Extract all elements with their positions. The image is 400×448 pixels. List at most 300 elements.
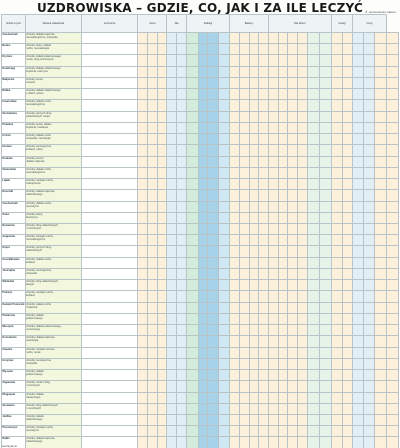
table-cell <box>288 77 298 88</box>
indication-line: choroby narządu ruchu, <box>26 426 54 430</box>
table-cell <box>374 111 386 122</box>
table-cell <box>186 212 198 223</box>
table-cell <box>167 145 177 156</box>
table-cell <box>278 77 288 88</box>
table-cell <box>208 313 219 324</box>
table-cell <box>364 190 375 201</box>
table-cell <box>186 100 198 111</box>
table-cell <box>353 156 364 167</box>
table-cell <box>186 291 198 302</box>
table-cell <box>230 336 240 347</box>
table-cell <box>186 33 198 44</box>
table-cell <box>307 358 319 369</box>
table-cell <box>288 33 298 44</box>
table-cell <box>278 89 288 100</box>
table-cell <box>331 392 342 403</box>
table-cell <box>259 291 269 302</box>
indication-line: i moczowych <box>26 406 42 410</box>
spa-indications <box>25 122 81 133</box>
table-cell <box>82 89 138 100</box>
table-row <box>2 179 399 190</box>
indication-line: ruchu, nerek <box>26 350 41 354</box>
table-cell <box>198 437 208 448</box>
table-cell <box>353 437 364 448</box>
table-cell <box>374 268 386 279</box>
table-cell <box>138 437 148 448</box>
table-cell <box>230 100 240 111</box>
table-cell <box>331 201 342 212</box>
header-notes: Uwagi <box>331 15 353 33</box>
indication-line: choroby układu <box>26 392 44 396</box>
table-cell <box>298 370 308 381</box>
table-cell <box>269 33 279 44</box>
table-cell <box>177 246 187 257</box>
table-cell <box>208 179 219 190</box>
table-cell <box>269 370 279 381</box>
table-cell <box>147 44 157 55</box>
table-cell <box>386 167 398 178</box>
table-cell <box>319 134 331 145</box>
indication-line: układu krążenia <box>26 159 45 163</box>
table-cell <box>307 426 319 437</box>
table-cell <box>186 156 198 167</box>
table-cell <box>138 156 148 167</box>
table-cell <box>319 77 331 88</box>
table-cell <box>288 302 298 313</box>
table-cell <box>147 246 157 257</box>
table-row <box>2 156 399 167</box>
table-cell <box>386 122 398 133</box>
table-row <box>2 223 399 234</box>
table-cell <box>278 370 288 381</box>
table-cell <box>374 55 386 66</box>
table-row <box>2 358 399 369</box>
table-cell <box>278 257 288 268</box>
table-cell <box>298 392 308 403</box>
table-cell <box>167 246 177 257</box>
source-note: Ź: opracowanie własne <box>365 10 396 14</box>
table-cell <box>82 347 138 358</box>
table-cell <box>82 55 138 66</box>
table-cell <box>307 156 319 167</box>
table-cell <box>288 370 298 381</box>
indication-line: choroby narządu ruchu, <box>26 235 54 239</box>
table-cell <box>249 89 259 100</box>
table-cell <box>147 392 157 403</box>
indication-line: choroby dróg oddechowych <box>26 403 58 407</box>
table-cell <box>353 55 364 66</box>
table-cell <box>353 111 364 122</box>
table-cell <box>278 437 288 448</box>
table-cell <box>298 437 308 448</box>
table-cell <box>331 111 342 122</box>
table-cell <box>259 437 269 448</box>
table-cell <box>198 44 208 55</box>
table-cell <box>82 280 138 291</box>
spa-name: Muszyna <box>2 325 26 336</box>
table-cell <box>230 134 240 145</box>
table-cell <box>364 302 375 313</box>
table-cell <box>374 156 386 167</box>
table-cell <box>198 313 208 324</box>
table-cell <box>278 280 288 291</box>
table-cell <box>198 156 208 167</box>
table-cell <box>239 347 249 358</box>
indication-line: choroby reumatyczne, <box>26 145 52 149</box>
table-cell <box>364 336 375 347</box>
table-cell <box>230 122 240 133</box>
spa-indications <box>25 336 81 347</box>
table-cell <box>208 201 219 212</box>
table-cell <box>138 179 148 190</box>
table-cell <box>157 414 167 425</box>
table-cell <box>386 336 398 347</box>
header-children: Dla dzieci <box>269 15 332 33</box>
table-cell <box>331 302 342 313</box>
table-cell <box>374 122 386 133</box>
table-cell <box>138 280 148 291</box>
table-cell <box>198 302 208 313</box>
table-cell <box>239 66 249 77</box>
table-cell <box>138 257 148 268</box>
table-cell <box>239 134 249 145</box>
indication-line: choroby reumatyczne, <box>26 358 52 362</box>
table-cell <box>364 55 375 66</box>
table-cell <box>259 55 269 66</box>
table-cell <box>307 190 319 201</box>
spa-name: Długopole <box>2 392 26 403</box>
spa-name: Horyniec <box>2 358 26 369</box>
table-cell <box>198 246 208 257</box>
table-cell <box>249 291 259 302</box>
table-cell <box>353 235 364 246</box>
table-cell <box>269 134 279 145</box>
table-cell <box>82 370 138 381</box>
table-row <box>2 145 399 156</box>
indication-line: kobiece <box>26 294 36 298</box>
table-cell <box>230 358 240 369</box>
table-cell <box>342 33 353 44</box>
indication-line: choroby skóry, <box>26 212 43 216</box>
spa-name: Szczawno <box>2 403 26 414</box>
table-cell <box>198 235 208 246</box>
table-cell <box>298 403 308 414</box>
table-cell <box>353 145 364 156</box>
table-cell <box>364 403 375 414</box>
table-cell <box>288 167 298 178</box>
spa-name: Solec <box>2 212 26 223</box>
header-procedures: Zabiegi <box>186 15 229 33</box>
table-cell <box>186 179 198 190</box>
table-cell <box>239 212 249 223</box>
table-cell <box>364 223 375 234</box>
table-cell <box>186 235 198 246</box>
table-cell <box>230 77 240 88</box>
table-cell <box>259 336 269 347</box>
table-cell <box>307 392 319 403</box>
header-indications: Główne wskazania <box>25 15 81 33</box>
table-cell <box>230 201 240 212</box>
table-cell <box>288 313 298 324</box>
table-cell <box>208 235 219 246</box>
table-cell <box>331 325 342 336</box>
table-cell <box>219 66 230 77</box>
table-cell <box>138 77 148 88</box>
table-cell <box>219 100 230 111</box>
table-cell <box>278 291 288 302</box>
indication-line: ortopedia, neurologia <box>26 137 51 141</box>
table-cell <box>249 111 259 122</box>
table-cell <box>288 212 298 223</box>
table-cell <box>386 302 398 313</box>
table-cell <box>186 201 198 212</box>
table-cell <box>157 246 167 257</box>
table-cell <box>353 44 364 55</box>
table-cell <box>208 257 219 268</box>
indication-line: choroby układu <box>26 370 44 374</box>
table-cell <box>307 370 319 381</box>
table-cell <box>386 201 398 212</box>
table-cell <box>288 179 298 190</box>
table-cell <box>186 437 198 448</box>
table-row <box>2 66 399 77</box>
table-cell <box>342 77 353 88</box>
table-cell <box>353 246 364 257</box>
table-cell <box>269 212 279 223</box>
table-cell <box>239 302 249 313</box>
table-cell <box>138 403 148 414</box>
indication-line: choroby skóry, układu <box>26 44 52 48</box>
table-cell <box>82 212 138 223</box>
table-cell <box>239 235 249 246</box>
table-cell <box>157 313 167 324</box>
table-cell <box>157 111 167 122</box>
table-cell <box>353 325 364 336</box>
table-cell <box>259 414 269 425</box>
table-cell <box>331 156 342 167</box>
table-cell <box>157 212 167 223</box>
table-cell <box>239 381 249 392</box>
spa-indications <box>25 235 81 246</box>
table-cell <box>147 179 157 190</box>
table-cell <box>353 280 364 291</box>
table-cell <box>259 381 269 392</box>
table-cell <box>319 358 331 369</box>
table-cell <box>386 190 398 201</box>
spa-name: Przerzeczyn <box>2 426 26 437</box>
table-cell <box>82 336 138 347</box>
table-cell <box>259 201 269 212</box>
table-cell <box>331 358 342 369</box>
table-cell <box>138 89 148 100</box>
table-cell <box>147 426 157 437</box>
spa-name: Ustroń <box>2 134 26 145</box>
table-cell <box>147 156 157 167</box>
table-cell <box>230 302 240 313</box>
table-cell <box>230 179 240 190</box>
table-cell <box>177 77 187 88</box>
spa-indications <box>25 33 81 44</box>
table-cell <box>138 111 148 122</box>
table-cell <box>331 89 342 100</box>
indication-line: reumatyzm <box>26 429 39 433</box>
table-row <box>2 33 399 44</box>
table-cell <box>198 370 208 381</box>
table-cell <box>342 414 353 425</box>
table-cell <box>208 426 219 437</box>
table-cell <box>342 122 353 133</box>
table-cell <box>342 313 353 324</box>
table-cell <box>219 414 230 425</box>
table-cell <box>230 156 240 167</box>
table-cell <box>249 280 259 291</box>
table-cell <box>186 392 198 403</box>
table-cell <box>186 89 198 100</box>
indication-line: choroby układu oddechowego <box>26 89 61 93</box>
spa-indications <box>25 246 81 257</box>
table-cell <box>147 212 157 223</box>
table-cell <box>167 437 177 448</box>
table-cell <box>259 257 269 268</box>
table-cell <box>82 414 138 425</box>
table-cell <box>374 437 386 448</box>
table-cell <box>157 403 167 414</box>
table-cell <box>319 325 331 336</box>
table-cell <box>307 291 319 302</box>
table-cell <box>307 268 319 279</box>
table-cell <box>269 381 279 392</box>
table-cell <box>138 44 148 55</box>
table-cell <box>198 167 208 178</box>
table-cell <box>157 336 167 347</box>
table-cell <box>353 190 364 201</box>
table-cell <box>353 212 364 223</box>
indication-line: alergie <box>26 283 34 287</box>
table-cell <box>288 111 298 122</box>
table-cell <box>364 235 375 246</box>
table-cell <box>167 201 177 212</box>
table-cell <box>342 246 353 257</box>
table-cell <box>167 167 177 178</box>
table-cell <box>82 302 138 313</box>
table-cell <box>386 156 398 167</box>
table-cell <box>342 167 353 178</box>
table-cell <box>208 156 219 167</box>
table-cell <box>298 302 308 313</box>
table-cell <box>374 347 386 358</box>
table-cell <box>208 111 219 122</box>
table-cell <box>249 167 259 178</box>
table-row <box>2 313 399 324</box>
table-cell <box>331 291 342 302</box>
table-cell <box>230 33 240 44</box>
table-cell <box>82 190 138 201</box>
table-cell <box>364 437 375 448</box>
spa-indications <box>25 414 81 425</box>
table-cell <box>219 201 230 212</box>
table-cell <box>147 358 157 369</box>
table-cell <box>177 89 187 100</box>
indication-line: pokarmowego <box>26 373 43 377</box>
table-cell <box>230 370 240 381</box>
table-cell <box>288 201 298 212</box>
table-cell <box>364 358 375 369</box>
table-cell <box>364 201 375 212</box>
table-cell <box>249 134 259 145</box>
table-cell <box>269 302 279 313</box>
table-cell <box>278 403 288 414</box>
table-cell <box>374 33 386 44</box>
table-cell <box>198 403 208 414</box>
table-cell <box>157 179 167 190</box>
table-cell <box>278 134 288 145</box>
table-cell <box>259 370 269 381</box>
spa-indications <box>25 313 81 324</box>
table-cell <box>177 145 187 156</box>
table-cell <box>353 381 364 392</box>
spa-indications <box>25 66 81 77</box>
table-cell <box>374 235 386 246</box>
table-cell <box>138 190 148 201</box>
table-cell <box>208 246 219 257</box>
table-cell <box>319 414 331 425</box>
table-cell <box>259 111 269 122</box>
table-cell <box>331 145 342 156</box>
table-cell <box>278 55 288 66</box>
table-cell <box>269 358 279 369</box>
table-cell <box>364 325 375 336</box>
table-cell <box>307 347 319 358</box>
table-cell <box>342 437 353 448</box>
table-cell <box>374 426 386 437</box>
table-cell <box>230 257 240 268</box>
table-cell <box>269 190 279 201</box>
table-cell <box>331 280 342 291</box>
table-cell <box>269 111 279 122</box>
table-cell <box>298 77 308 88</box>
table-cell <box>307 302 319 313</box>
table-cell <box>157 55 167 66</box>
table-cell <box>342 403 353 414</box>
table-cell <box>269 291 279 302</box>
table-cell <box>331 190 342 201</box>
indication-line: choroby układu ruchu <box>26 302 51 306</box>
table-cell <box>177 336 187 347</box>
table-cell <box>82 66 138 77</box>
table-row <box>2 437 399 448</box>
table-cell <box>353 268 364 279</box>
table-cell <box>342 347 353 358</box>
table-cell <box>374 89 386 100</box>
table-cell <box>269 336 279 347</box>
table-cell <box>288 100 298 111</box>
table-cell <box>374 313 386 324</box>
table-cell <box>319 179 331 190</box>
indication-line: moczowych <box>26 384 40 388</box>
table-cell <box>219 89 230 100</box>
table-cell <box>288 325 298 336</box>
table-cell <box>374 414 386 425</box>
table-cell <box>307 223 319 234</box>
spa-name: Wysowa <box>2 370 26 381</box>
table-cell <box>259 403 269 414</box>
table-cell <box>298 66 308 77</box>
table-cell <box>177 100 187 111</box>
table-cell <box>239 280 249 291</box>
table-cell <box>364 212 375 223</box>
spa-indications <box>25 201 81 212</box>
table-cell <box>157 134 167 145</box>
